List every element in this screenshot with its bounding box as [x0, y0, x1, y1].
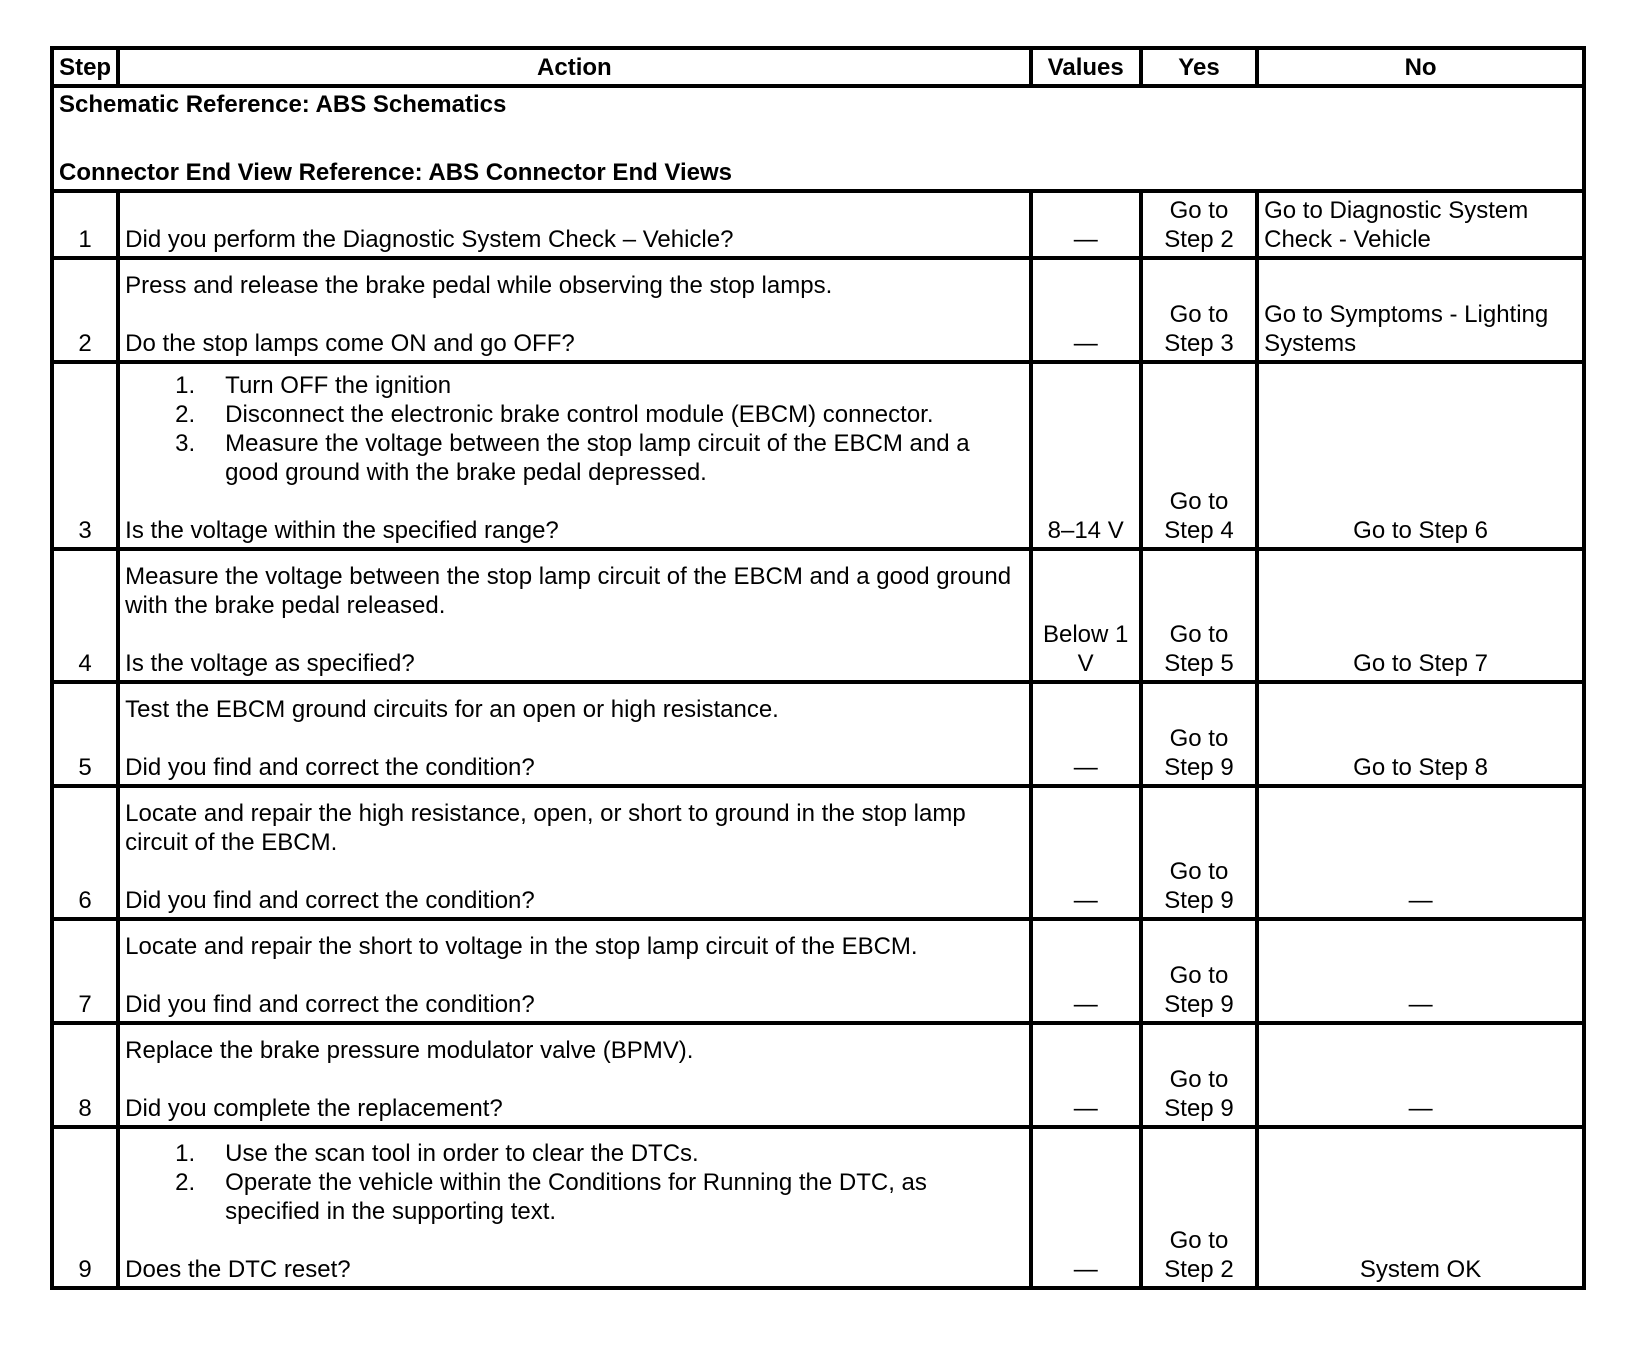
no-cell: System OK [1257, 1127, 1584, 1288]
action-question: Did you find and correct the condition? [125, 887, 535, 914]
action-cell [118, 1127, 1030, 1288]
header-step: Step [52, 48, 118, 86]
yes-cell: Go to Step 9 [1141, 682, 1257, 786]
reference-cell [52, 86, 1584, 191]
connector-reference: Connector End View Reference: ABS Connector End Views [59, 159, 733, 186]
action-instruction: Locate and repair the high resistance, open, or short to ground in the stop lamp circuit of the EBCM. [125, 800, 966, 856]
step-number: 8 [52, 1023, 118, 1127]
action-question: Do the stop lamps come ON and go OFF? [125, 330, 575, 357]
action-instruction: Press and release the brake pedal while observing the stop lamps. [125, 272, 833, 299]
table-row [52, 682, 1584, 786]
yes-cell: Go to Step 9 [1141, 786, 1257, 919]
reference-row [52, 86, 1584, 191]
value-cell: — [1031, 919, 1141, 1023]
no-cell: — [1257, 919, 1584, 1023]
value-cell: Below 1 V [1031, 549, 1141, 682]
value-cell: — [1031, 786, 1141, 919]
substep-item: 3. Measure the voltage between the stop lamp circuit of the EBCM and a good ground with the brake pedal depressed. [175, 430, 970, 486]
action-cell [118, 362, 1030, 549]
table-row [52, 258, 1584, 362]
substep-list [125, 371, 1023, 487]
action-cell [118, 786, 1030, 919]
table-row [52, 786, 1584, 919]
yes-cell: Go to Step 9 [1141, 919, 1257, 1023]
substep-item: 2. Operate the vehicle within the Conditions for Running the DTC, as specified in the supporting text. [175, 1169, 927, 1225]
table-row [52, 1023, 1584, 1127]
no-cell: Go to Step 8 [1257, 682, 1584, 786]
yes-cell: Go to Step 9 [1141, 1023, 1257, 1127]
action-cell [118, 1023, 1030, 1127]
header-no: No [1257, 48, 1584, 86]
substep-item: 1. Use the scan tool in order to clear the DTCs. [175, 1140, 699, 1167]
action-instruction: Test the EBCM ground circuits for an open or high resistance. [125, 696, 779, 723]
step-number: 7 [52, 919, 118, 1023]
header-yes: Yes [1141, 48, 1257, 86]
step-number: 6 [52, 786, 118, 919]
table-row [52, 191, 1584, 258]
yes-cell: Go to Step 2 [1141, 1127, 1257, 1288]
yes-cell: Go to Step 4 [1141, 362, 1257, 549]
schematic-reference: Schematic Reference: ABS Schematics [59, 91, 507, 118]
no-cell: Go to Diagnostic System Check - Vehicle [1257, 191, 1584, 258]
table-row [52, 919, 1584, 1023]
value-cell: — [1031, 258, 1141, 362]
table-row [52, 362, 1584, 549]
value-cell: — [1031, 682, 1141, 786]
action-question: Is the voltage as specified? [125, 650, 415, 677]
action-question: Did you find and correct the condition? [125, 754, 535, 781]
diagnostic-table [50, 46, 1586, 1290]
substep-item: 2. Disconnect the electronic brake control module (EBCM) connector. [175, 401, 934, 428]
no-cell: Go to Step 6 [1257, 362, 1584, 549]
step-number: 2 [52, 258, 118, 362]
step-number: 1 [52, 191, 118, 258]
table-row [52, 549, 1584, 682]
value-cell: — [1031, 1127, 1141, 1288]
no-cell: Go to Step 7 [1257, 549, 1584, 682]
value-cell: 8–14 V [1031, 362, 1141, 549]
no-cell: — [1257, 786, 1584, 919]
value-cell: — [1031, 191, 1141, 258]
action-cell [118, 191, 1030, 258]
action-instruction: Measure the voltage between the stop lamp circuit of the EBCM and a good ground with the brake pedal released. [125, 563, 1012, 619]
step-number: 3 [52, 362, 118, 549]
no-cell: — [1257, 1023, 1584, 1127]
action-cell [118, 919, 1030, 1023]
step-number: 9 [52, 1127, 118, 1288]
action-cell [118, 682, 1030, 786]
header-action: Action [118, 48, 1030, 86]
table-row [52, 1127, 1584, 1288]
step-number: 4 [52, 549, 118, 682]
action-instruction: Replace the brake pressure modulator valve (BPMV). [125, 1037, 694, 1064]
substep-list [125, 1139, 1023, 1226]
action-question: Did you complete the replacement? [125, 1095, 503, 1122]
step-number: 5 [52, 682, 118, 786]
header-values: Values [1031, 48, 1141, 86]
substep-item: 1. Turn OFF the ignition [175, 372, 452, 399]
header-row [52, 48, 1584, 86]
no-cell: Go to Symptoms - Lighting Systems [1257, 258, 1584, 362]
yes-cell: Go to Step 5 [1141, 549, 1257, 682]
action-question: Is the voltage within the specified range? [125, 517, 559, 544]
action-question: Does the DTC reset? [125, 1256, 351, 1283]
action-question: Did you find and correct the condition? [125, 991, 535, 1018]
yes-cell: Go to Step 2 [1141, 191, 1257, 258]
action-instruction: Locate and repair the short to voltage in the stop lamp circuit of the EBCM. [125, 933, 918, 960]
action-question: Did you perform the Diagnostic System Check – Vehicle? [125, 226, 734, 253]
value-cell: — [1031, 1023, 1141, 1127]
yes-cell: Go to Step 3 [1141, 258, 1257, 362]
action-cell [118, 258, 1030, 362]
action-cell [118, 549, 1030, 682]
